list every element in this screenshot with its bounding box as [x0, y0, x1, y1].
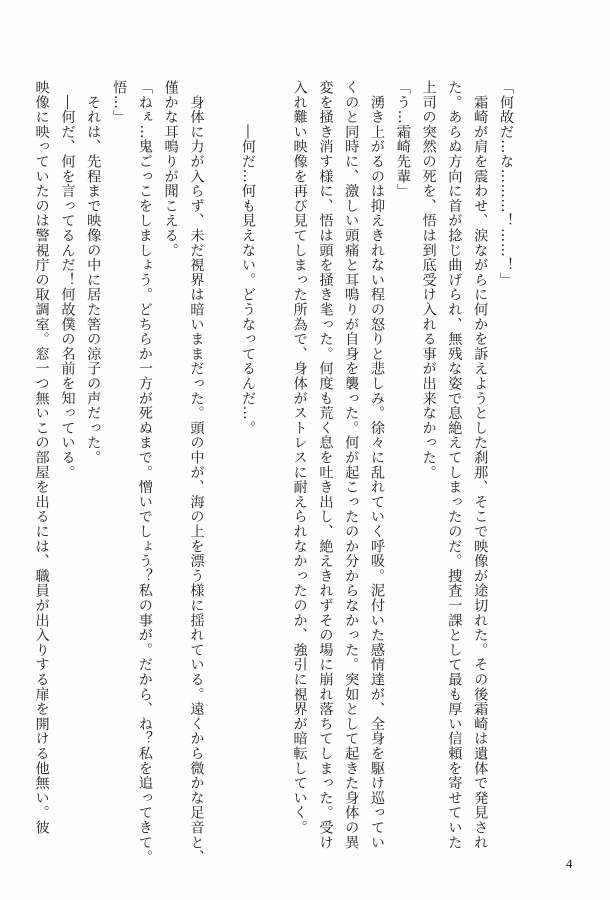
blank-line: [208, 80, 234, 840]
text-line: それは、先程まで映像の中に居た筈の涼子の声だった。: [85, 80, 102, 465]
text-line: 僅かな耳鳴りが聞こえる。: [162, 80, 179, 258]
text-line: ―何だ…何も見えない。どうなってるんだ…。: [240, 80, 257, 436]
text-line: 映像に映っていたのは警視庁の取調室。窓一つ無いこの部屋を出るには、職員が出入りする扉を開ける他無い。彼: [33, 80, 50, 835]
text-line: くのと同時に、激しい頭痛と耳鳴りが自身を襲った。何が起こったのか分からなかった。突如として起きた身体の異: [343, 80, 360, 850]
text-line: 悟…」: [111, 80, 128, 125]
text-line: 身体に力が入らず、未だ視界は暗いままだった。頭の中が、海の上を漂う様に揺れている。遠くから微かな足音と、: [188, 80, 205, 865]
vertical-text-body: [28, 80, 518, 865]
text-line: た。あらぬ方向に首が捻じ曲げられ、無残な姿で息絶えてしまったのだ。捜査一課として最も厚い信頼を寄せていた: [446, 80, 463, 850]
text-line: 霜崎が肩を震わせ、涙ながらに何かを訴えようとした刹那、そこで映像が途切れた。その後霜崎は遺体で発見され: [472, 80, 489, 850]
text-line: 入れ難い映像を再び見てしまった所為で、身体がストレスに耐えられなかったのか、強引に視界が暗転していく。: [291, 80, 308, 835]
text-line: ―何だ、何を言ってるんだ！何故僕の名前を知っている。: [59, 80, 76, 480]
text-line: 「う…霜崎先輩」: [394, 80, 411, 199]
text-line: 「ねぇ…鬼ごっこをしましょう。どちらか一方が死ぬまで。憎いでしょう？私の事が。だから、ね？私を追ってきて。: [136, 80, 153, 865]
text-line: 上司の突然の死を、悟は到底受け入れる事が出来なかった。: [420, 80, 437, 480]
text-line: 変を掻き消す様に、悟は頭を掻き毟った。何度も荒く息を吐き出し、絶えきれずその場に崩れ落ちてしまった。受け: [317, 80, 334, 850]
text-line: 「何故だ…な………！……！」: [498, 80, 514, 288]
page-number: 4: [566, 856, 573, 871]
text-line: 湧き上がるのは抑えきれない程の怒りと悲しみ。徐々に乱れていく呼吸。泥付いた感情達が、全身を駆け巡ってい: [369, 80, 386, 850]
blank-line: [260, 80, 286, 840]
